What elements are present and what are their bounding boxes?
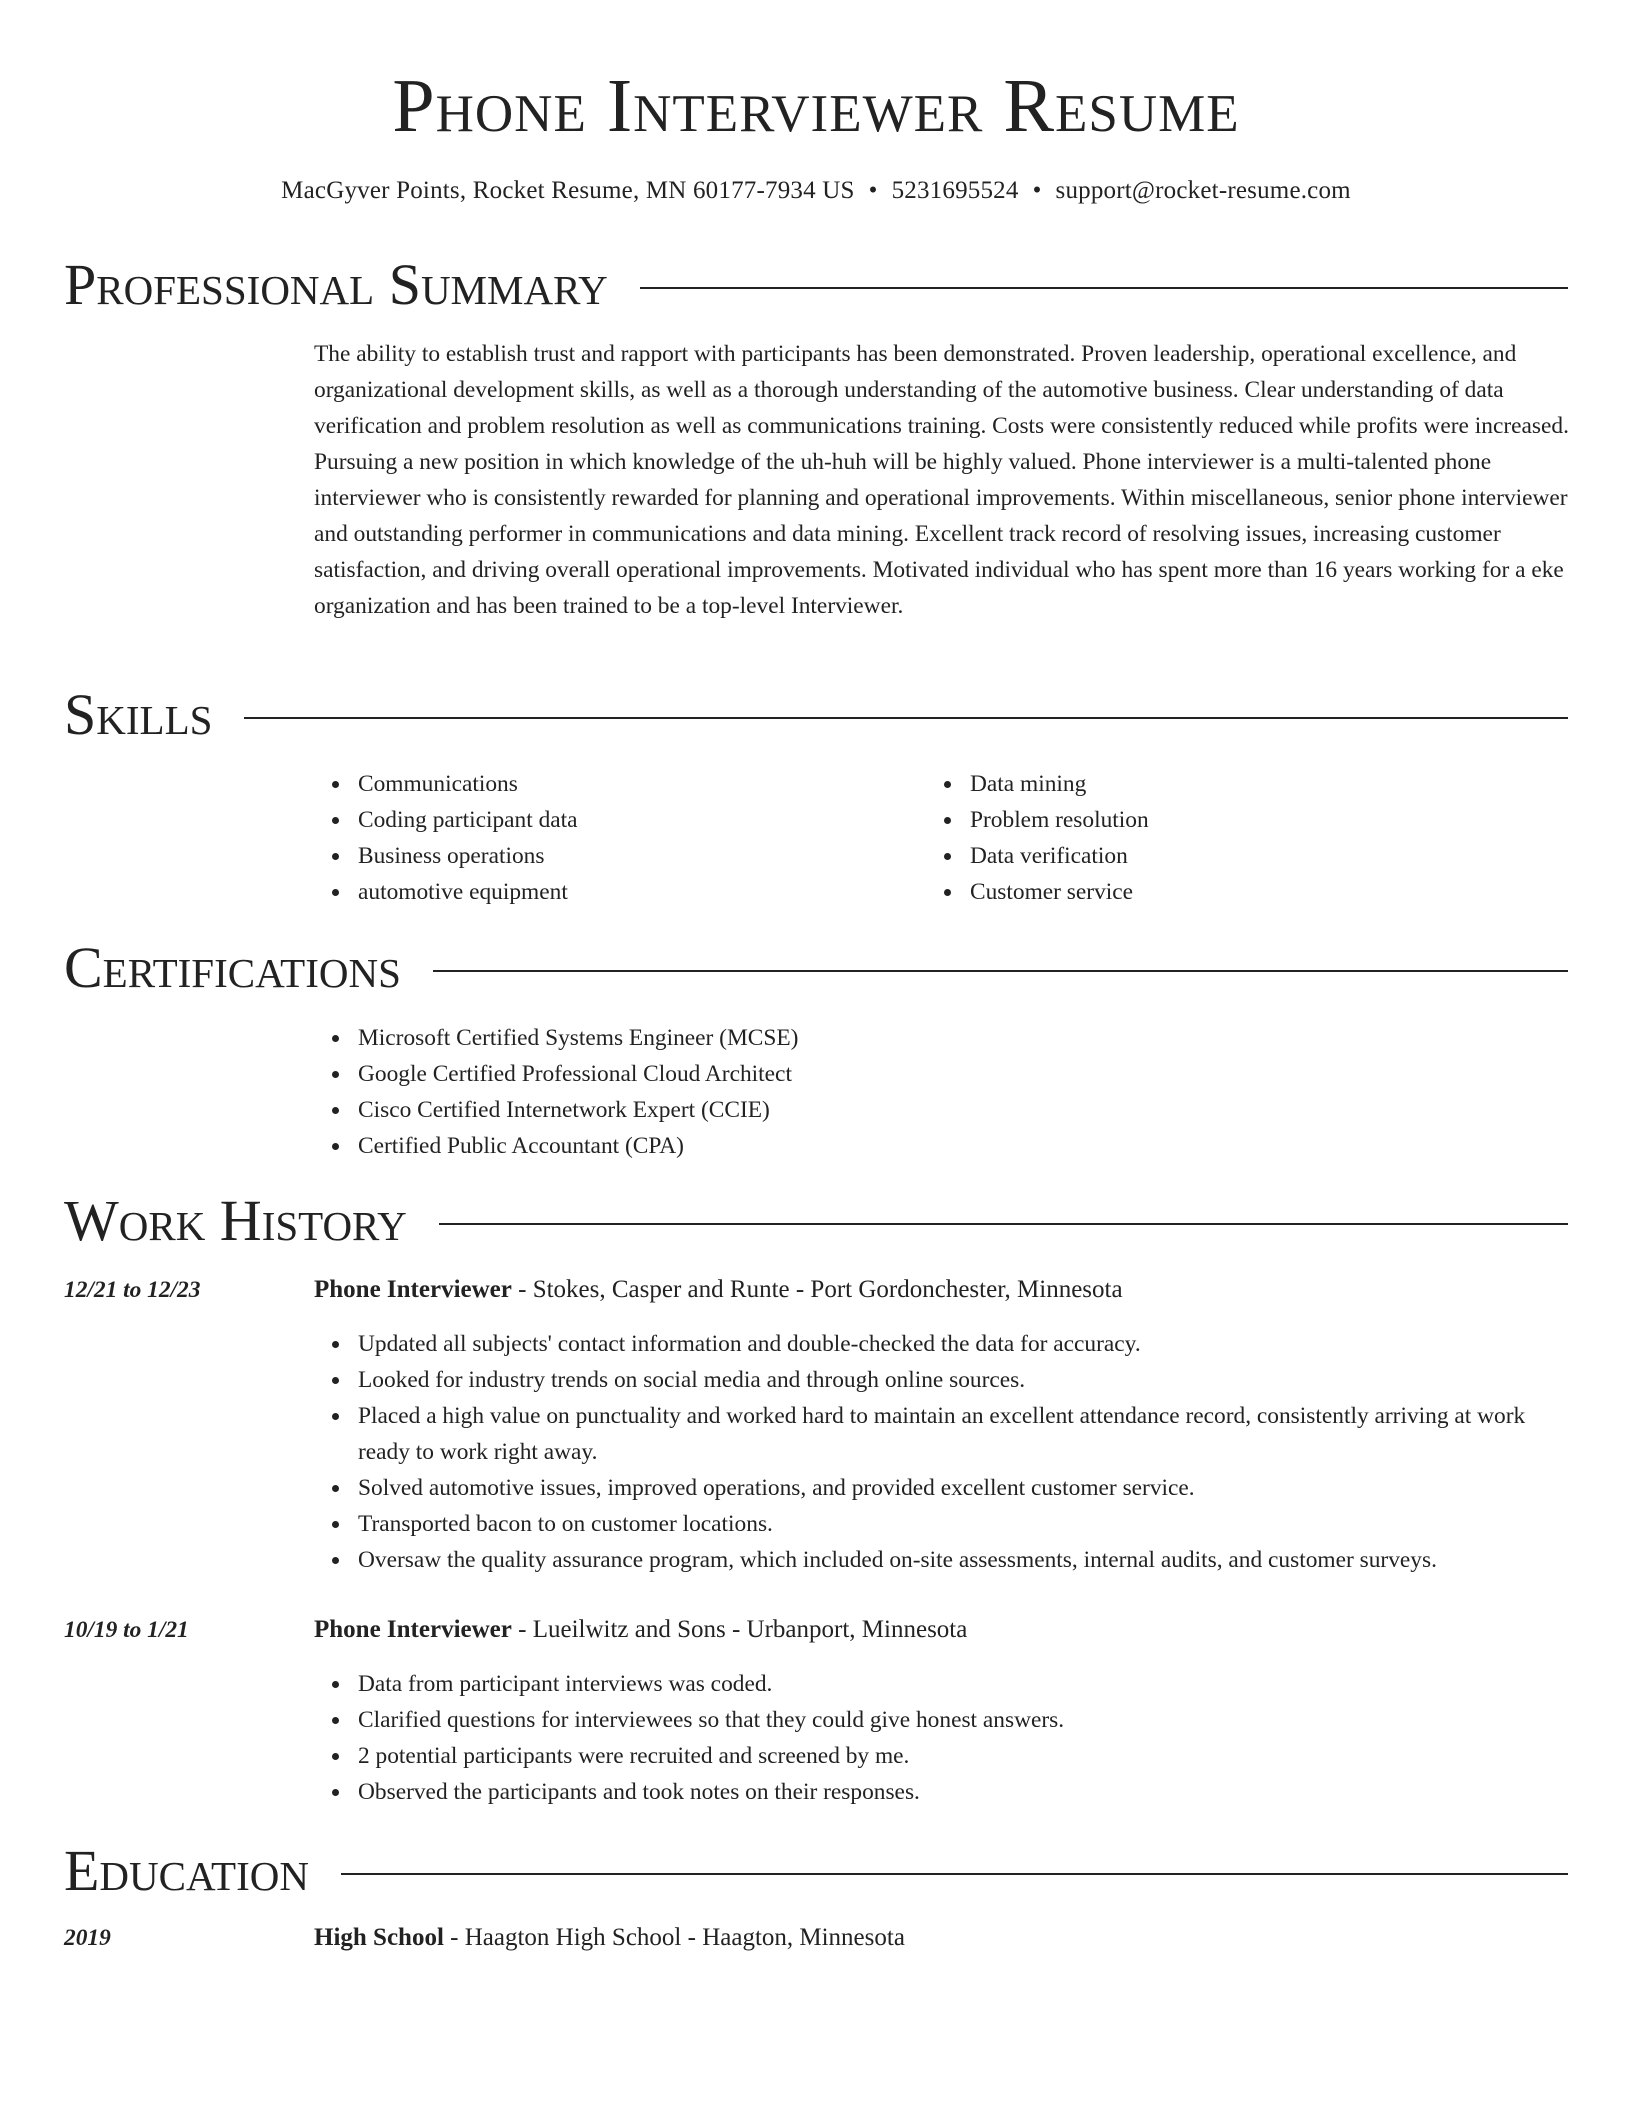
degree: High School <box>314 1924 444 1951</box>
job-title: Phone Interviewer <box>314 1276 512 1303</box>
job-heading <box>314 1612 967 1648</box>
list-item: Looked for industry trends on social media and through online sources. <box>358 1362 1574 1398</box>
section-heading-skills <box>64 680 1568 750</box>
skills-list-right <box>926 766 1530 910</box>
contact-line <box>0 173 1632 209</box>
list-item: Certified Public Accountant (CPA) <box>358 1128 1574 1164</box>
list-item: Coding participant data <box>358 802 918 838</box>
list-item: Placed a high value on punctuality and worked hard to maintain an excellent attendance record, consistently arriving at work ready to work right away. <box>358 1398 1574 1470</box>
section-title: Education <box>64 1838 309 1903</box>
education-year: 2019 <box>64 1925 111 1951</box>
section-divider <box>244 717 1568 719</box>
job-dates: 10/19 to 1/21 <box>64 1617 189 1643</box>
list-item: Data from participant interviews was coded. <box>358 1666 1574 1702</box>
section-divider <box>341 1873 1568 1875</box>
list-item: Observed the participants and took notes on their responses. <box>358 1774 1574 1810</box>
list-item: Data mining <box>970 766 1530 802</box>
section-title: Professional Summary <box>64 252 608 317</box>
list-item: Google Certified Professional Cloud Architect <box>358 1056 1574 1092</box>
list-item: Customer service <box>970 874 1530 910</box>
section-divider <box>439 1223 1568 1225</box>
summary-text: The ability to establish trust and rapport with participants has been demonstrated. Proven leadership, operational excellence, and organizational development skills, as well as a thorough understanding of the automotive business. Clear understanding of data verification and problem resolution as well as communications training. Costs were consistently reduced while profits were increased. Pursuing a new position in which knowledge of the uh-huh will be highly valued. Phone interviewer is a multi-talented phone interviewer who is consistently rewarded for planning and operational improvements. Within miscellaneous, senior phone interviewer and outstanding performer in communications and data mining. Excellent track record of resolving issues, increasing customer satisfaction, and driving overall operational improvements. Motivated individual who has spent more than 16 years working for a eke organization and has been trained to be a top-level Interviewer. <box>314 341 1569 619</box>
section-heading-certifications <box>64 933 1568 1003</box>
job-duties-list <box>314 1326 1574 1578</box>
section-divider <box>433 970 1568 972</box>
list-item: Problem resolution <box>970 802 1530 838</box>
job-employer: - Stokes, Casper and Runte - Port Gordonchester, Minnesota <box>511 1276 1123 1303</box>
job-employer: - Lueilwitz and Sons - Urbanport, Minnesota <box>511 1616 968 1643</box>
separator-dot: • <box>868 177 878 204</box>
section-divider <box>640 287 1568 289</box>
job-title: Phone Interviewer <box>314 1616 512 1643</box>
list-item: Data verification <box>970 838 1530 874</box>
certifications-list <box>314 1020 1574 1164</box>
address: MacGyver Points, Rocket Resume, MN 60177-7934 US <box>281 177 855 204</box>
email: support@rocket-resume.com <box>1055 177 1351 204</box>
school: - Haagton High School - Haagton, Minnesota <box>443 1924 905 1951</box>
resume-title: Phone Interviewer Resume <box>392 64 1240 148</box>
list-item: Cisco Certified Internetwork Expert (CCIE) <box>358 1092 1574 1128</box>
phone: 5231695524 <box>891 177 1019 204</box>
section-heading-education <box>64 1836 1568 1906</box>
education-heading <box>314 1920 905 1956</box>
separator-dot: • <box>1032 177 1042 204</box>
list-item: Updated all subjects' contact information and double-checked the data for accuracy. <box>358 1326 1574 1362</box>
section-title: Certifications <box>64 935 401 1000</box>
job-heading <box>314 1272 1123 1308</box>
list-item: Clarified questions for interviewees so that they could give honest answers. <box>358 1702 1574 1738</box>
list-item: Oversaw the quality assurance program, which included on-site assessments, internal audits, and customer surveys. <box>358 1542 1574 1578</box>
section-title: Work History <box>64 1188 407 1253</box>
list-item: Microsoft Certified Systems Engineer (MCSE) <box>358 1020 1574 1056</box>
list-item: Transported bacon to on customer locations. <box>358 1506 1574 1542</box>
job-dates: 12/21 to 12/23 <box>64 1277 201 1303</box>
job-duties-list <box>314 1666 1574 1810</box>
section-heading-work-history <box>64 1186 1568 1256</box>
list-item: 2 potential participants were recruited and screened by me. <box>358 1738 1574 1774</box>
section-heading-summary <box>64 250 1568 320</box>
list-item: Business operations <box>358 838 918 874</box>
list-item: Solved automotive issues, improved operations, and provided excellent customer service. <box>358 1470 1574 1506</box>
section-title: Skills <box>64 682 213 747</box>
list-item: Communications <box>358 766 918 802</box>
skills-list-left <box>314 766 918 910</box>
list-item: automotive equipment <box>358 874 918 910</box>
